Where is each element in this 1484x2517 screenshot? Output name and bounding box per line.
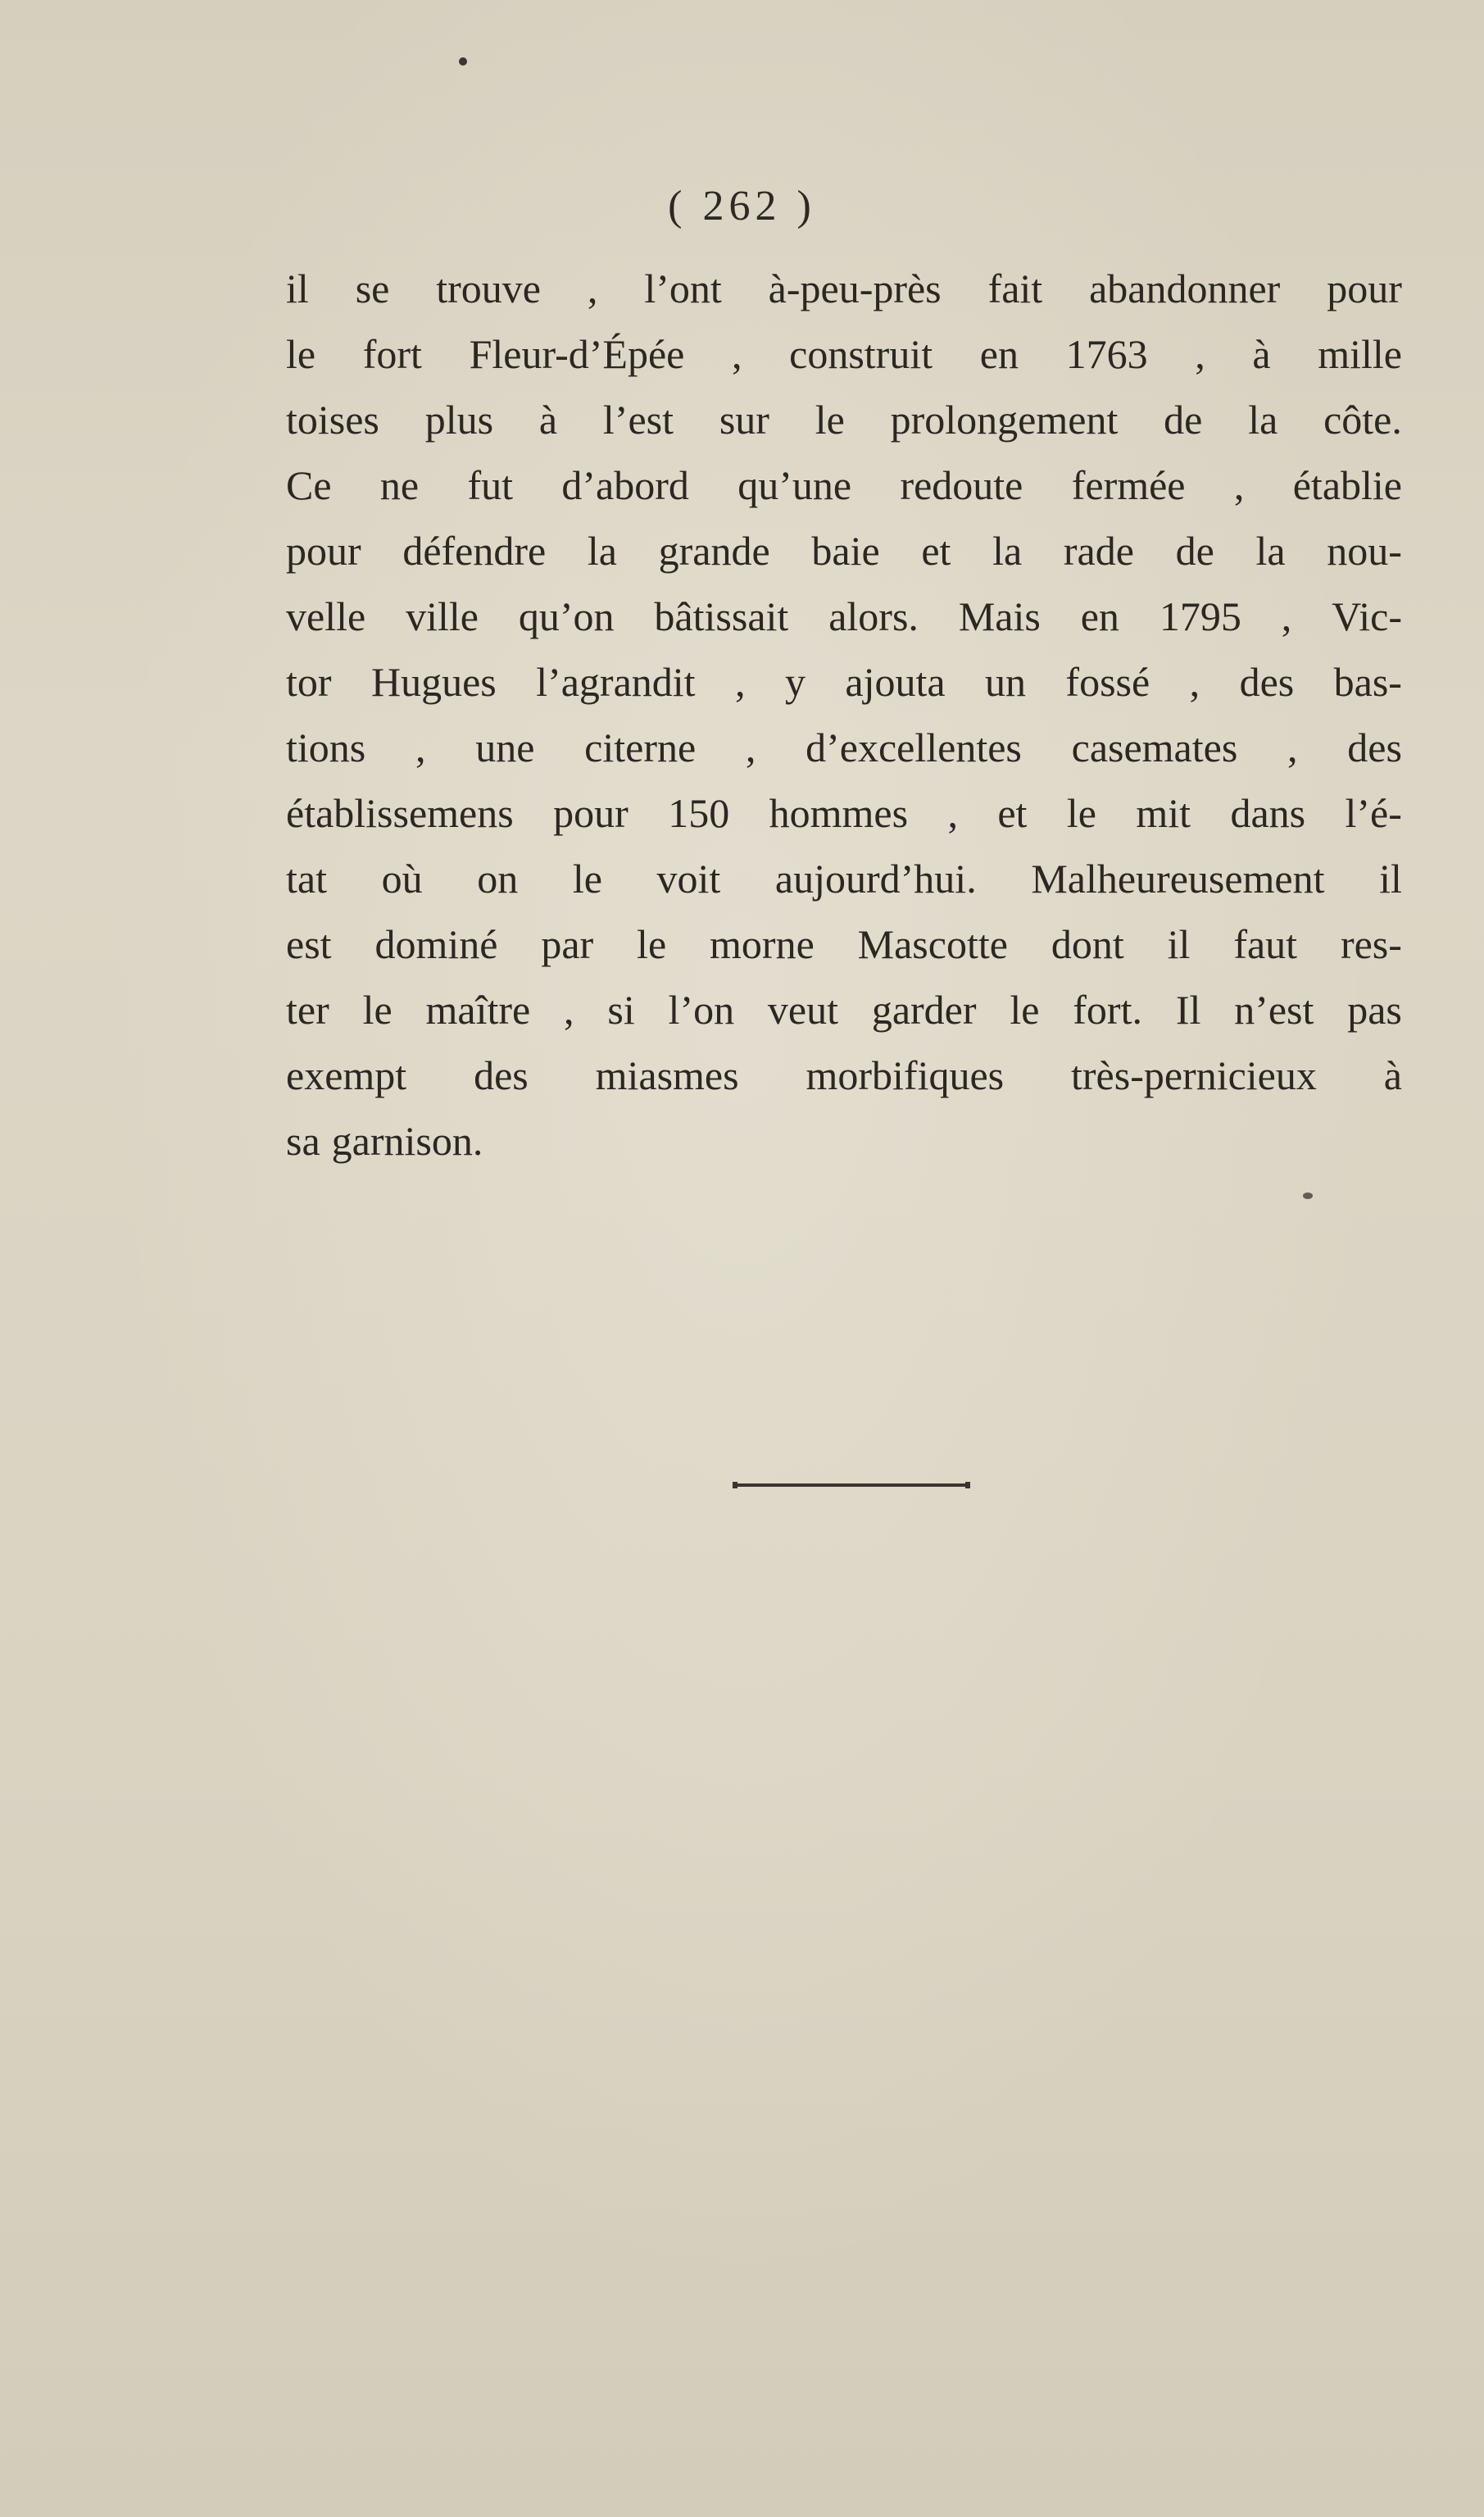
word: y [784, 659, 806, 705]
word: , [1287, 725, 1298, 770]
word: et [997, 790, 1028, 836]
word: , [415, 725, 426, 770]
word: , [1281, 593, 1292, 639]
word: à [538, 397, 558, 443]
word: dont [1051, 921, 1124, 967]
word: de [1175, 528, 1214, 574]
word: des [1239, 659, 1295, 705]
word: le [1010, 987, 1040, 1033]
word: Hugues [370, 659, 497, 705]
word: , [564, 987, 574, 1033]
word: sur [719, 397, 769, 443]
word: garnison. [331, 1118, 483, 1164]
word: , [1233, 462, 1245, 508]
word: pour [553, 790, 629, 836]
section-end-rule [735, 1483, 968, 1487]
word: ville [406, 593, 479, 639]
word: Mascotte [857, 921, 1008, 967]
word: res- [1340, 921, 1402, 967]
word: le [362, 987, 393, 1033]
word: d’excellentes [806, 725, 1022, 770]
word: rade [1063, 528, 1134, 574]
word: le [572, 856, 602, 902]
word: l’agrandit [536, 659, 696, 705]
word: se [355, 266, 390, 311]
word: prolongement [890, 397, 1119, 443]
word: qu’on [518, 593, 615, 639]
word: , [1195, 331, 1205, 377]
word: mit [1136, 790, 1191, 836]
text-line [286, 452, 1402, 518]
word: garder [871, 987, 977, 1033]
word: , [745, 725, 756, 770]
word: l’est [602, 397, 674, 443]
word: sa [286, 1118, 320, 1164]
word: une [475, 725, 535, 770]
text-line [286, 256, 1402, 321]
word: exempt [286, 1052, 407, 1098]
word: nou- [1327, 528, 1402, 574]
word: bâtissait [654, 593, 789, 639]
word: Malheureusement [1031, 856, 1325, 902]
word: fossé [1065, 659, 1150, 705]
word: par [541, 921, 594, 967]
word: on [477, 856, 519, 902]
word: ne [379, 462, 420, 508]
word: ter [286, 987, 329, 1033]
word: 1795 [1159, 593, 1241, 639]
word: qu’une [737, 462, 852, 508]
word: pour [286, 528, 361, 574]
word: miasmes [595, 1052, 739, 1098]
word: redoute [900, 462, 1023, 508]
word: le [815, 397, 845, 443]
word: est [286, 921, 332, 967]
word: Fleur-d’Épée [469, 331, 685, 377]
word: tat [286, 856, 327, 902]
word: fort. [1073, 987, 1142, 1033]
word: la [587, 528, 617, 574]
word: en [979, 331, 1019, 377]
text-line [286, 387, 1402, 452]
word: fort [362, 331, 422, 377]
word: morne [710, 921, 815, 967]
word: où [381, 856, 423, 902]
word: des [474, 1052, 529, 1098]
text-line [286, 977, 1402, 1043]
body-paragraph [286, 256, 1402, 1174]
word: n’est [1234, 987, 1314, 1033]
text-line [286, 911, 1402, 977]
word: l’ont [644, 266, 722, 311]
text-line [286, 1043, 1402, 1108]
word: très-pernicieux [1071, 1052, 1317, 1098]
word: , [587, 266, 598, 311]
word: fermée [1071, 462, 1186, 508]
word: baie [811, 528, 880, 574]
word: ajouta [845, 659, 946, 705]
word: aujourd’hui. [774, 856, 977, 902]
text-line [286, 518, 1402, 584]
word: d’abord [561, 462, 689, 508]
word: et [921, 528, 951, 574]
text-line [286, 846, 1402, 911]
word: velle [286, 593, 366, 639]
word: Mais [958, 593, 1041, 639]
word: voit [656, 856, 721, 902]
word: la [992, 528, 1023, 574]
word: dans [1230, 790, 1306, 836]
word: plus [424, 397, 494, 443]
text-line [286, 715, 1402, 780]
word: le [1066, 790, 1096, 836]
word: il [1379, 856, 1402, 902]
word: fait [987, 266, 1043, 311]
text-line [286, 584, 1402, 649]
word: fut [467, 462, 514, 508]
word: tor [286, 659, 332, 705]
word: abandonner [1089, 266, 1281, 311]
word: côte. [1323, 397, 1402, 443]
word: l’é- [1345, 790, 1402, 836]
word: 1763 [1065, 331, 1148, 377]
word: morbifiques [806, 1052, 1005, 1098]
word: 150 [668, 790, 730, 836]
word: dominé [374, 921, 498, 967]
word: il [1167, 921, 1191, 967]
word: Vic- [1332, 593, 1402, 639]
word: en [1080, 593, 1119, 639]
word: le [637, 921, 667, 967]
ink-speck [459, 57, 467, 66]
word: établie [1292, 462, 1402, 508]
word: construit [789, 331, 933, 377]
word: défendre [402, 528, 547, 574]
word: casemates [1071, 725, 1238, 770]
word: faut [1233, 921, 1298, 967]
word: trouve [436, 266, 541, 311]
word: , [947, 790, 958, 836]
word: tions [286, 725, 366, 770]
word: il [286, 266, 309, 311]
word: le [286, 331, 316, 377]
page-number-header: ( 262 ) [668, 183, 816, 229]
word: alors. [828, 593, 919, 639]
word: toises [286, 397, 379, 443]
word: de [1164, 397, 1203, 443]
word: si [607, 987, 635, 1033]
word: l’on [668, 987, 735, 1033]
word: des [1347, 725, 1402, 770]
word: , [732, 331, 742, 377]
word: à [1252, 331, 1271, 377]
word: bas- [1333, 659, 1402, 705]
word: pour [1327, 266, 1402, 311]
word: veut [767, 987, 839, 1033]
word: pas [1347, 987, 1402, 1033]
word: mille [1318, 331, 1402, 377]
text-line [286, 780, 1402, 846]
text-line [286, 649, 1402, 715]
word: citerne [584, 725, 697, 770]
word: à [1383, 1052, 1402, 1098]
word: établissemens [286, 790, 514, 836]
word: la [1248, 397, 1278, 443]
word: la [1255, 528, 1286, 574]
word: , [735, 659, 746, 705]
word: hommes [769, 790, 909, 836]
word: grande [658, 528, 770, 574]
word: Ce [286, 462, 332, 508]
word: Il [1175, 987, 1201, 1033]
text-line [286, 1108, 1402, 1174]
word: un [984, 659, 1026, 705]
word: , [1189, 659, 1200, 705]
ink-speck [1303, 1193, 1313, 1199]
text-line [286, 321, 1402, 387]
word: maître [425, 987, 531, 1033]
word: à-peu-près [768, 266, 942, 311]
